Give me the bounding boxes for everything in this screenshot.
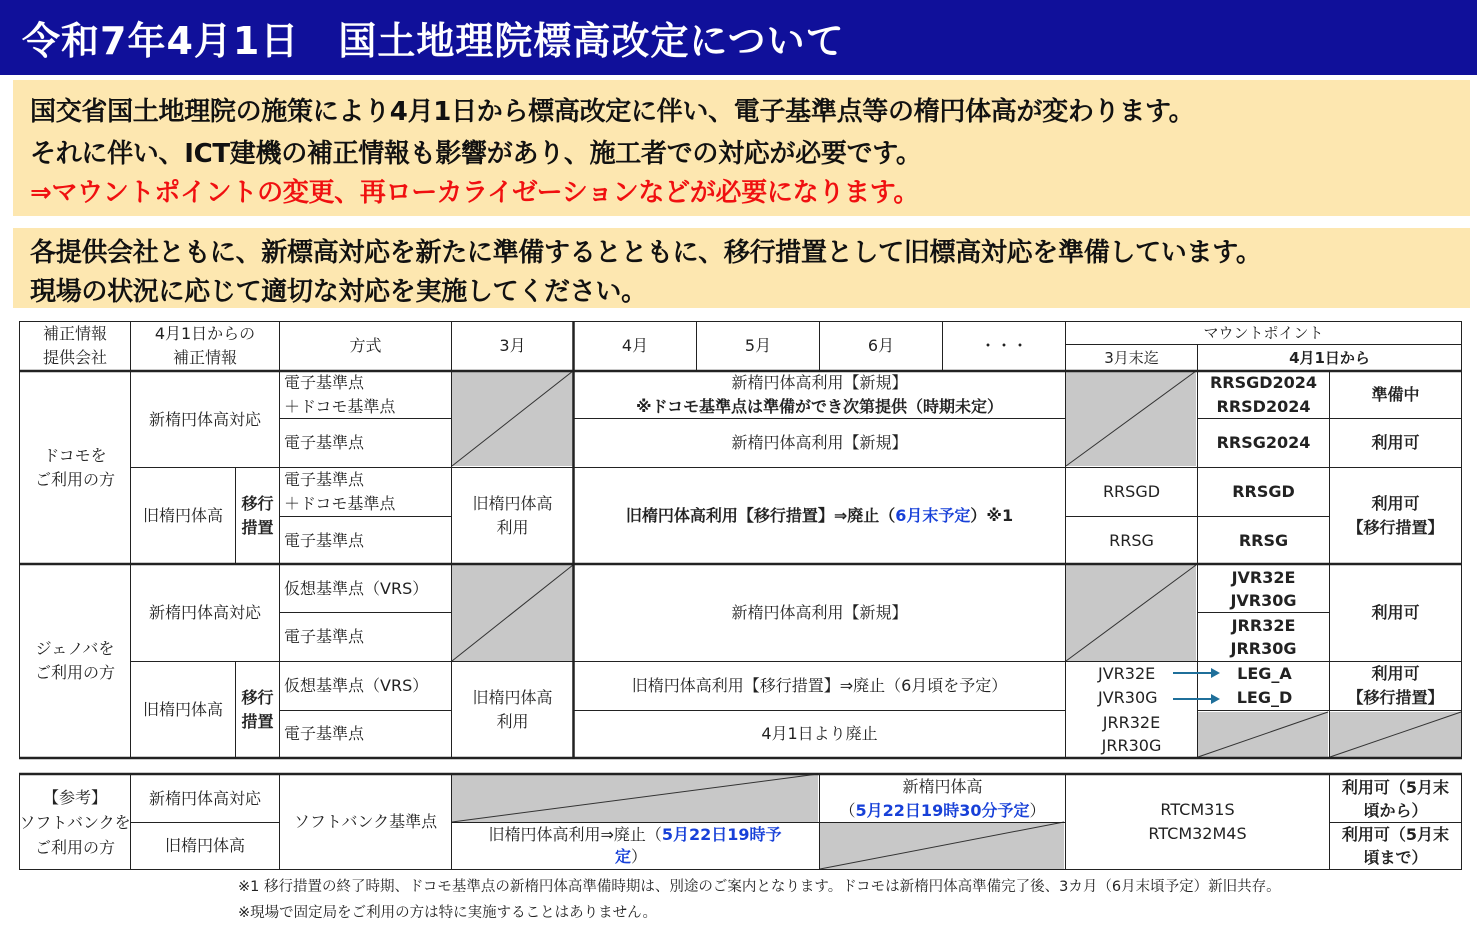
docomo-old-usage-date: 6月末予定 (895, 506, 971, 525)
softbank-new-usage-date: 5月22日19時30分予定 (855, 800, 1030, 820)
docomo-status-old-1: 利用可 (1371, 494, 1420, 513)
softbank-new-usage-date-line (840, 799, 1046, 823)
docomo-provider (20, 372, 130, 564)
softbank-provider-line1: 【参考】 (42, 787, 107, 807)
docomo-old-march-line2: 利用 (496, 518, 529, 537)
docomo-mp-old-c: RRSGD (1232, 482, 1295, 501)
geno-old-march-line1: 旧楕円体高 (472, 687, 553, 707)
geno-status-old-c-1: 利用可 (1371, 664, 1420, 683)
geno-provider (20, 565, 130, 757)
softbank-mp-2: RTCM32M4S (1148, 824, 1247, 843)
header-correction-line1: 4月1日からの (154, 324, 256, 343)
header-provider-line2: 提供会社 (42, 348, 107, 367)
docomo-status-new-b: 利用可 (1371, 433, 1420, 452)
geno-method-a: 仮想基準点（VRS） (284, 578, 429, 598)
docomo-mp-old-c-march: RRSGD (1102, 482, 1161, 501)
docomo-method-a (280, 372, 451, 418)
intro-line-3: ⇒マウントポイントの変更、再ローカライゼーションなどが必要になります。 (30, 178, 920, 208)
geno-mp-old-c-march-2: JVR30G (1098, 688, 1158, 707)
geno-transition-line2: 措置 (241, 711, 274, 731)
geno-status-new: 利用可 (1371, 603, 1420, 622)
docomo-status-old (1330, 468, 1461, 564)
footnote-2: ※現場で固定局をご利用の方は特に実施することはありません。 (238, 905, 658, 921)
docomo-mp-old-d: RRSG (1238, 530, 1289, 550)
geno-provider-line2: ご利用の方 (34, 663, 115, 682)
softbank-old-usage-pre: 旧楕円体高利用⇒廃止（ (488, 825, 662, 844)
softbank-method: ソフトバンク基準点 (293, 812, 438, 831)
footnote-1: ※1 移行措置の終了時期、ドコモ基準点の新楕円体高準備時期は、別途のご案内となります。ドコモは新楕円体高準備完了後、3カ月（6月末頃予定）新旧共存。 (238, 879, 1281, 895)
geno-old-march (452, 662, 573, 757)
geno-mp-old-c (1222, 662, 1307, 710)
docomo-method-c (280, 468, 451, 516)
softbank-new-label: 新楕円体高対応 (148, 788, 261, 808)
softbank-old-usage-line1 (488, 824, 781, 846)
geno-mp-new-jrr (1198, 613, 1329, 661)
geno-mp-new-4: JRR30G (1230, 639, 1297, 658)
softbank-status-old-1: 利用可（5月末 (1341, 825, 1450, 844)
docomo-method-a-line2: ＋ドコモ基準点 (284, 397, 396, 416)
header-june: 6月 (867, 336, 895, 355)
geno-mp-old-d-march (1066, 711, 1197, 757)
geno-transition-label (236, 662, 279, 757)
softbank-old-usage-date-1: 5月22日19時予 (661, 825, 782, 844)
docomo-new-a-usage (574, 372, 1065, 418)
docomo-old-label: 旧楕円体高 (142, 506, 223, 525)
docomo-old-usage-pre: 旧楕円体高利用【移行措置】⇒廃止（ (625, 506, 896, 525)
geno-new-label: 新楕円体高対応 (148, 603, 261, 622)
docomo-mp-old-d-march: RRSG (1109, 530, 1154, 550)
softbank-status-new (1330, 775, 1461, 822)
softbank-old-usage-line2 (452, 846, 647, 868)
docomo-method-d: 電子基準点 (284, 530, 365, 550)
docomo-new-a-text: 新楕円体高利用【新規】 (731, 373, 908, 392)
docomo-old-usage-post: ）※1 (970, 506, 1014, 525)
softbank-old-usage (452, 823, 818, 869)
notice-line-2: 現場の状況に応じて適切な対応を実施してください。 (30, 277, 647, 307)
docomo-provider-line2: ご利用の方 (34, 470, 115, 489)
docomo-method-c-line2: ＋ドコモ基準点 (284, 494, 396, 513)
header-method: 方式 (349, 336, 382, 355)
softbank-status-old (1330, 823, 1461, 869)
docomo-transition-line1: 移行 (241, 494, 274, 513)
softbank-mountpoint (1066, 775, 1329, 869)
docomo-new-a-note: ※ドコモ基準点は準備ができ次第提供（時期未定） (636, 397, 1003, 416)
geno-mp-new-jvr (1198, 565, 1329, 612)
geno-mp-old-d-march-2: JRR30G (1101, 736, 1162, 755)
intro-line-1: 国交省国土地理院の施策により4月1日から標高改定に伴い、電子基準点等の楕円体高が変わります。 (30, 97, 1195, 127)
docomo-mp-new-b: RRSG2024 (1216, 433, 1311, 452)
header-from-april: 4月1日から (1289, 348, 1370, 367)
geno-transition-line1: 移行 (241, 687, 274, 707)
docomo-provider-line1: ドコモを (43, 446, 107, 465)
header-provider (20, 322, 130, 370)
softbank-status-new-2: 頃から） (1363, 800, 1428, 820)
docomo-transition-label (236, 468, 279, 564)
docomo-status-new-a: 準備中 (1371, 385, 1420, 404)
geno-method-c: 仮想基準点（VRS） (284, 676, 429, 695)
geno-mp-old-d-march-1: JRR32E (1102, 713, 1161, 732)
docomo-transition-line2: 措置 (241, 518, 274, 537)
docomo-method-a-line1: 電子基準点 (284, 373, 365, 392)
geno-mp-new-1: JVR32E (1231, 567, 1296, 587)
softbank-provider (20, 775, 130, 869)
softbank-status-old-2: 頃まで） (1363, 848, 1428, 867)
header-april: 4月 (621, 336, 649, 355)
header-provider-line1: 補正情報 (42, 324, 107, 343)
header-march: 3月 (499, 336, 526, 355)
header-etc: ・・・ (979, 336, 1028, 355)
docomo-old-usage (574, 468, 1065, 564)
geno-new-usage: 新楕円体高利用【新規】 (731, 603, 908, 622)
docomo-new-b-usage: 新楕円体高利用【新規】 (731, 433, 908, 452)
softbank-old-usage-post: ） (631, 847, 648, 866)
geno-old-label: 旧楕円体高 (142, 699, 223, 719)
geno-mp-old-c-2: LEG_D (1236, 688, 1293, 707)
header-correction-line2: 補正情報 (172, 348, 237, 367)
softbank-provider-line2: ソフトバンクを (19, 812, 131, 832)
docomo-old-march-line1: 旧楕円体高 (472, 494, 553, 513)
softbank-old-usage-date-2: 定 (615, 847, 632, 866)
intro-line-2: それに伴い、ICT建機の補正情報も影響があり、施工者での対応が必要です。 (30, 139, 922, 169)
docomo-status-old-2: 【移行措置】 (1347, 518, 1444, 537)
header-correction (131, 322, 279, 370)
softbank-new-usage-close: ） (1029, 800, 1046, 820)
header-may: 5月 (744, 336, 772, 355)
docomo-old-march (452, 468, 573, 564)
docomo-mp-new-a-1: RRSGD2024 (1209, 373, 1318, 392)
header-mountpoint: マウントポイント (1203, 324, 1324, 342)
softbank-new-usage-open: （ (839, 800, 856, 820)
geno-mp-old-c-march (1066, 662, 1197, 710)
docomo-mp-new-a (1198, 372, 1329, 418)
geno-mp-old-c-1: LEG_A (1237, 664, 1292, 683)
header-until-march: 3月末迄 (1104, 348, 1159, 367)
softbank-new-usage-text: 新楕円体高 (902, 776, 983, 796)
geno-old-usage-c: 旧楕円体高利用【移行措置】⇒廃止（6月頃を予定） (631, 676, 1008, 695)
softbank-new-usage (820, 775, 1065, 822)
softbank-mp-1: RTCM31S (1160, 800, 1235, 819)
softbank-old-label: 旧楕円体高 (164, 836, 245, 855)
geno-method-b: 電子基準点 (284, 627, 365, 646)
geno-mp-new-2: JVR30G (1230, 590, 1297, 610)
geno-status-old-c-2: 【移行措置】 (1347, 688, 1444, 707)
geno-method-d: 電子基準点 (284, 724, 365, 743)
page-title: 令和7年4月1日 国土地理院標高改定について (22, 19, 845, 63)
docomo-method-c-line1: 電子基準点 (284, 470, 365, 489)
geno-mp-old-c-march-1: JVR32E (1098, 664, 1156, 683)
geno-provider-line1: ジェノバを (35, 639, 115, 658)
docomo-mp-new-a-2: RRSD2024 (1216, 397, 1311, 416)
softbank-status-new-1: 利用可（5月末 (1341, 777, 1450, 797)
geno-status-old-c (1330, 662, 1461, 710)
geno-mp-new-3: JRR32E (1231, 616, 1296, 635)
docomo-new-label: 新楕円体高対応 (148, 409, 261, 429)
docomo-method-b: 電子基準点 (284, 433, 365, 452)
notice-line-1: 各提供会社ともに、新標高対応を新たに準備するとともに、移行措置として旧標高対応を準備しています。 (30, 238, 1262, 268)
geno-old-march-line2: 利用 (496, 711, 529, 731)
softbank-provider-line3: ご利用の方 (34, 837, 115, 857)
geno-old-usage-d: 4月1日より廃止 (761, 724, 878, 743)
